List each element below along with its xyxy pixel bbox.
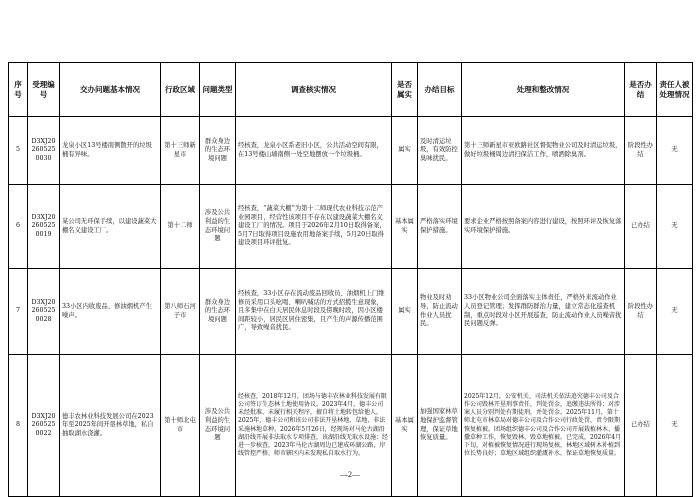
cell-issue-type: 涉及公共利益的生态环境问题 (200, 355, 236, 497)
cell-accept-no: D3XJ202605250022 (28, 355, 60, 497)
cell-accept-no: D3XJ202605250030 (28, 117, 60, 185)
header-verified: 是否属实 (392, 63, 418, 117)
header-goal: 办结目标 (418, 63, 462, 117)
cell-responsible: 无 (657, 355, 693, 497)
cell-issue-type: 群众身边的生态环境问题 (200, 269, 236, 355)
cell-responsible: 无 (657, 185, 693, 269)
header-seq: 序号 (9, 63, 28, 117)
header-region: 行政区域 (161, 63, 200, 117)
cell-seq: 8 (9, 355, 28, 497)
cell-goal: 严格落实环境保护措施。 (418, 185, 462, 269)
cell-investigation: 经核查，2018年12月，团场与德丰农林业科技发展有限公司签订生态林土地使用协议。2023年4月，德丰公司未经批准、未履行相关程序，擅自将土地转包给他人，2025年，德丰公司和该公司非法开垦林地、草地，非法采施林地草种。2026年5月26日，经现场对马伦古湖沿湖沿线开展非法取水专项排查，该湖沿线无取水设施；经进一步核查，2023年马伦古湖周边已建成环湖公路，岸线管控严格，师市辖区内未发现私自取水行为。 (236, 355, 392, 497)
table-row (9, 117, 693, 185)
cell-region: 第八师石河子市 (161, 269, 200, 355)
cell-accept-no: D3XJ202605250019 (28, 185, 60, 269)
cell-goal: 加强国家林草地保护监督管理，保证草地恢复质量。 (418, 355, 462, 497)
cell-responsible: 无 (657, 269, 693, 355)
cell-responsible: 无 (657, 117, 693, 185)
cell-region: 第十师北屯市 (161, 355, 200, 497)
header-handling: 处理和整改情况 (462, 63, 625, 117)
cell-region: 第十三师新星市 (161, 117, 200, 185)
header-issue: 交办问题基本情况 (60, 63, 161, 117)
cell-verified: 属实 (392, 117, 418, 185)
table-row (9, 269, 693, 355)
case-table (8, 62, 693, 497)
cell-goal: 物业及时劝导，防止流动作业人员扰民。 (418, 269, 462, 355)
header-row (9, 63, 693, 117)
cell-region: 第十二师 (161, 185, 200, 269)
cell-accept-no: D3XJ202605250028 (28, 269, 60, 355)
table-row (9, 185, 693, 269)
cell-handling: 要求企业严格按照备案内容进行建设，按照环评及恢复落实环境保护措施。 (462, 185, 625, 269)
cell-seq: 7 (9, 269, 28, 355)
cell-investigation: 经核查，龙泉小区系老旧小区，公共活动空间有限，在13号楼山墙南侧一处空地摆放一个垃圾桶。 (236, 117, 392, 185)
cell-issue-type: 群众身边的生态环境问题 (200, 117, 236, 185)
cell-closed: 已办结 (625, 355, 657, 497)
header-investigation: 调查核实情况 (236, 63, 392, 117)
cell-verified: 基本属实 (392, 185, 418, 269)
cell-issue-type: 涉及公共利益的生态环境问题 (200, 185, 236, 269)
cell-issue: 龙泉小区13号楼南侧散开的垃圾桶有异味。 (60, 117, 161, 185)
page-number: —2— (340, 470, 360, 479)
header-issue-type: 问题类型 (200, 63, 236, 117)
cell-handling: 33小区物业公司全面落实主体责任，严格外来流动作业人员登记管理；发挥群防群治力量，建立常态化巡查机制，重点时段对小区开展巡查，防止流动作业人员噪音扰民问题反弹。 (462, 269, 625, 355)
cell-investigation: 经核查，“蔬菜大棚”为第十二师现代农业科技示范产业园项目，经营性该项目不存在以建设蔬菜大棚名义建设工厂的情况。项目于2026年2月10日取得备案，5月7日取得项目设施农用地备案手续，5月20日取得建设项目环评批复。 (236, 185, 392, 269)
cell-goal: 及时清运垃圾，有效防控臭味扰民。 (418, 117, 462, 185)
cell-issue: 33小区内收废品、修油烟机产生噪声。 (60, 269, 161, 355)
header-accept-no: 受理编号 (28, 63, 60, 117)
cell-seq: 5 (9, 117, 28, 185)
header-responsible: 责任人被处理情况 (657, 63, 693, 117)
cell-verified: 属实 (392, 269, 418, 355)
cell-closed: 阶段性办结 (625, 117, 657, 185)
cell-handling: 2025年12月，公安机关、司法机关依法追究德丰公司及合作公司毁林开垦刑事责任，判处罚金，追缴违法所得；对涉案人员分别判处有期徒刑，并处罚金。2025年11月，第十师北屯市林草局对德丰公司及合作公司行政处罚，责令限期恢复植被。团场组织德丰公司及合作公司开展栽植林木、播撒草种工作，恢复毁林、毁草地植被。已完成，2026年4月下旬，对植被恢复情况进行现场复核，林地区域树木补植到位长势良好；草地区域组织灌溉补水，保证草地恢复质量。 (462, 355, 625, 497)
cell-seq: 6 (9, 185, 28, 269)
cell-handling: 第十三师新星市亚欧路社区督促物业公司及时清运垃圾，做好垃圾桶周边清扫保洁工作，喷洒除臭剂。 (462, 117, 625, 185)
header-closed: 是否办结 (625, 63, 657, 117)
cell-closed: 已办结 (625, 185, 657, 269)
cell-closed: 阶段性办结 (625, 269, 657, 355)
cell-investigation: 经核查，33小区存在流动废品回收员、油烟机上门维修员采用口头吆喝、喇叭喊话的方式招揽生意现象，且多集中在白天居民休息时段及傍晚时段，因小区楼间距较小，居民区居住密集，且产生的声源传播范围广，导致噪音扰民。 (236, 269, 392, 355)
cell-issue: 德丰农林业科技发展公司在2023年至2025年间开垦林草地，私自抽取湖水浇灌。 (60, 355, 161, 497)
cell-verified: 基本属实 (392, 355, 418, 497)
cell-issue: 某公司无环保手续，以建设蔬菜大棚名义建设工厂。 (60, 185, 161, 269)
